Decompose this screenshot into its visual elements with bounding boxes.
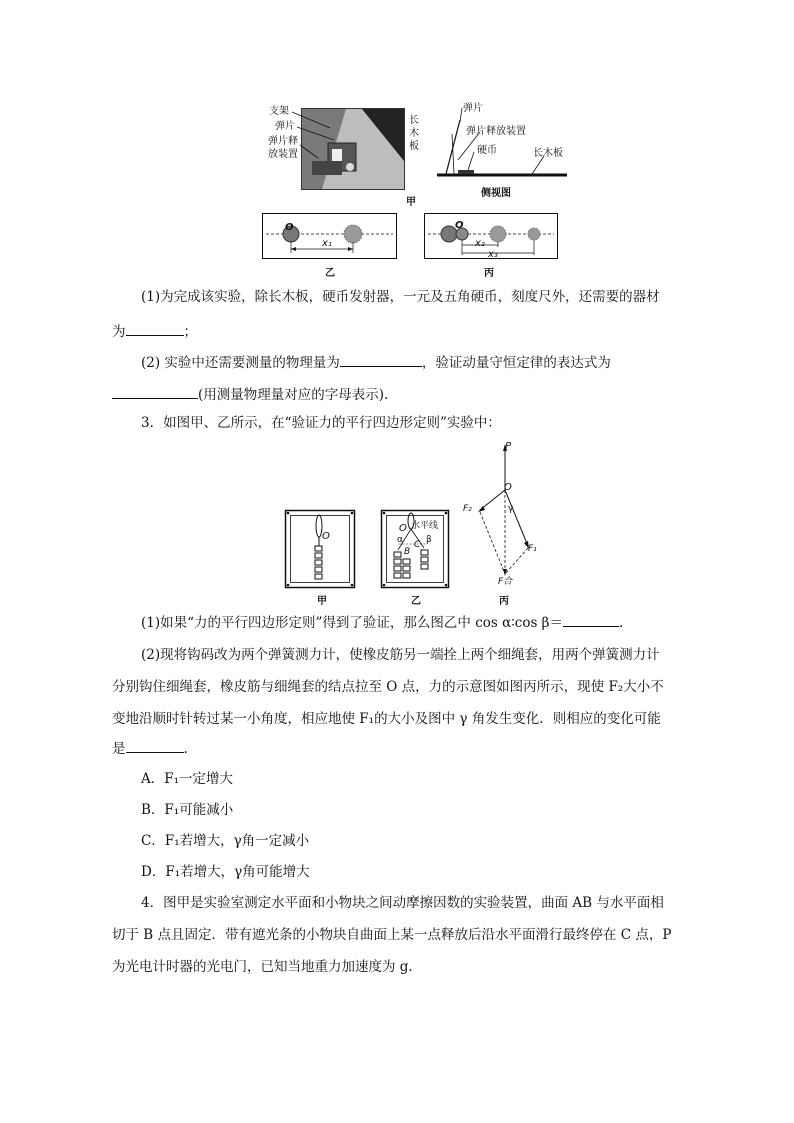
q3-part2-line2: 分别钩住细绳套，橡皮筋与细绳套的结点拉至 O 点，力的示意图如图丙所示，现使 F₂大小不 [112,679,664,695]
q2-part1-line2 [112,321,197,342]
bing-f1-label: F₁ [528,544,537,554]
q3-part2-end: . [183,741,188,757]
q3-part2-prefix: 是 [112,741,126,757]
q2-part2-line2 [112,384,388,405]
q3-answer-blank-1[interactable] [563,612,619,627]
caption-yi: 乙 [325,268,335,279]
q3-part2-line4 [112,738,188,759]
q2-answer-blank-2[interactable] [340,352,422,367]
photo-label-spring: 弹片 [275,121,295,132]
q3-option-d[interactable]: D．F₁若增大，γ角可能增大 [141,864,310,880]
yi-alpha: α [397,535,403,545]
q4-line2: 切于 B 点且固定．带有遮光条的小物块自曲面上某一点释放后沿水平面滑行最终停在 C 点，P [112,927,672,943]
caption-force-bing: 丙 [499,596,509,607]
q2-part2-suffix: (用测量物理量对应的字母表示). [198,387,389,403]
yi-b-label: B [404,547,411,557]
photo-label-release-1: 弹片释 [268,136,298,147]
side-label-spring: 弹片 [463,103,483,114]
bing-fhe-label: F合 [498,577,513,587]
q4-line3: 为光电计时器的光电门，已知当地重力加速度为 g. [112,959,413,975]
q2-part1-line1: (1)为完成该实验，除长木板，硬币发射器，一元及五角硬币，刻度尺外，还需要的器材 [141,289,660,305]
q3-option-c[interactable]: C．F₁若增大，γ角一定减小 [141,833,310,849]
q3-answer-blank-2[interactable] [126,738,184,753]
q3-part1-text: (1)如果“力的平行四边形定则”得到了验证，那么图乙中 cos α∶cos β＝ [141,615,563,631]
q2-part2-prefix: (2) 实验中还需要测量的物理量为 [141,355,340,371]
q2-part2-mid: ，验证动量守恒定律的表达式为 [421,355,611,371]
yi-x1-label: x₁ [322,238,332,249]
yi-beta: β [426,535,432,545]
bing-o-point: O [504,482,512,493]
bing-p-label: P [505,441,512,452]
yi-horizontal-label: 水平线 [411,521,439,531]
caption-side-view: 侧视图 [481,188,511,199]
board-label-3: 板 [409,141,419,152]
side-label-coin: 硬币 [477,145,497,156]
side-label-release: 弹片释放装置 [466,126,526,137]
photo-label-release-2: 放装置 [268,149,298,160]
q2-part2-line1 [141,352,611,373]
photo-label-stand: 支架 [269,106,289,117]
q3-stem: 3．如图甲、乙所示，在“验证力的平行四边形定则”实验中： [141,415,501,431]
q3-part1-end: . [618,615,624,631]
bing-f2-label: F₂ [463,504,472,514]
caption-bing: 丙 [484,268,494,279]
board-label-1: 长 [409,115,419,126]
side-view-diagram [432,100,582,180]
yi-o-label: O [285,222,294,233]
q4-line1: 4．图甲是实验室测定水平面和小物块之间动摩擦因数的实验装置，曲面 AB 与水平面相 [141,895,664,911]
q3-part2-line1: (2)现将钩码改为两个弹簧测力计，使橡皮筋另一端拴上两个细绳套，用两个弹簧测力计 [141,647,660,663]
q2-part1-suffix: ； [183,324,197,340]
q2-answer-blank-3[interactable] [112,384,198,399]
bing-x2-label: x₂ [475,238,485,249]
board-jia [285,510,355,588]
force-diagram-bing [470,440,560,590]
bing-o-label: O [455,220,464,231]
jia-o-label: O [322,531,330,542]
bing-gamma: γ [508,504,514,514]
q3-part1 [141,612,623,633]
q2-part1-prefix: 为 [112,324,126,340]
bing-x3-label: x₃ [488,249,498,260]
q3-part2-line3: 变地沿顺时针转过某一小角度，相应地使 F₁的大小及图中 γ 角发生变化．则相应的变化可能 [112,711,661,727]
board-label-2: 木 [409,128,419,139]
q3-option-a[interactable]: A．F₁一定增大 [141,771,234,787]
yi-c-label: C [414,540,421,550]
q2-answer-blank-1[interactable] [126,321,184,336]
photo-leader-lines [0,0,794,200]
q3-option-b[interactable]: B．F₁可能减小 [141,802,234,818]
caption-force-jia: 甲 [317,596,327,607]
caption-jia: 甲 [406,197,416,208]
caption-force-yi: 乙 [411,596,421,607]
yi-force-o: O [399,523,407,534]
side-label-board: 长木板 [533,148,563,159]
diagram-yi [262,213,397,259]
